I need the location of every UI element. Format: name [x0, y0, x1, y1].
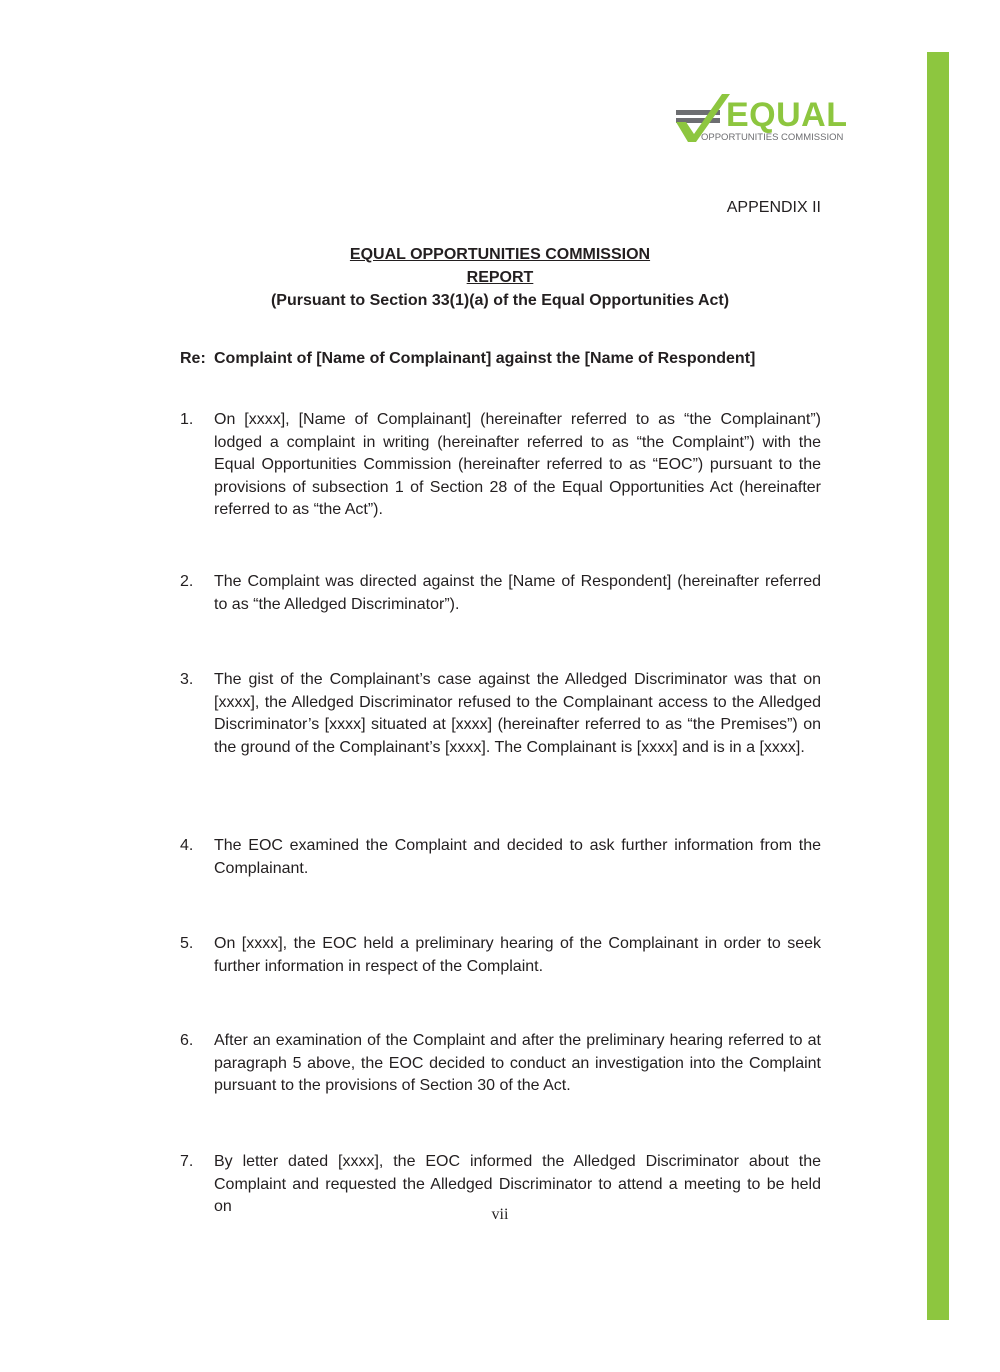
logo-wordmark: EQUAL — [726, 96, 848, 134]
appendix-label: APPENDIX II — [726, 199, 821, 216]
paragraph-number: 3. — [180, 671, 194, 688]
page-number: vii — [491, 1206, 509, 1223]
paragraph-number: 6. — [180, 1032, 194, 1049]
side-accent-bar — [927, 52, 949, 1320]
title-commission: EQUAL OPPORTUNITIES COMMISSION — [349, 246, 651, 263]
paragraph-text: The gist of the Complainant’s case against the Alledged Discriminator was that on [xxxx], the Alledged Discriminator refused to the Complainant access to the Alledged Discriminator’s [xxxx] situated at [xxxx] (hereinafter referred to as “the Premises”) on the ground of the Complainant’s [xxxx]. The Complainant is [xxxx] and is in a [xxxx]. — [214, 671, 821, 756]
report-title — [180, 243, 820, 312]
paragraph-1 — [180, 409, 821, 522]
paragraph-text: After an examination of the Complaint and after the preliminary hearing referred to at paragraph 5 above, the EOC decided to conduct an investigation into the Complaint pursuant to the provisions of Section 30 of the Act. — [214, 1032, 821, 1095]
paragraph-2 — [180, 571, 821, 616]
subject-text: Complaint of [Name of Complainant] against the [Name of Respondent] — [214, 350, 756, 367]
paragraph-text: By letter dated [xxxx], the EOC informed the Alledged Discriminator about the Complaint and requested the Alledged Discriminator to attend a meeting to be held on — [214, 1153, 821, 1216]
eoc-logo — [674, 92, 848, 150]
paragraph-number: 2. — [180, 573, 194, 590]
paragraph-number: 5. — [180, 935, 194, 952]
paragraph-number: 4. — [180, 837, 194, 854]
title-report: REPORT — [466, 269, 534, 286]
paragraph-number: 1. — [180, 411, 194, 428]
subject-label: Re: — [180, 350, 206, 367]
paragraph-3 — [180, 669, 821, 759]
paragraph-text: On [xxxx], the EOC held a preliminary hearing of the Complainant in order to seek further information in respect of the Complaint. — [214, 935, 821, 975]
paragraph-text: The Complaint was directed against the [Name of Respondent] (hereinafter referred to as “the Alledged Discriminator”). — [214, 573, 821, 613]
subject-line — [180, 349, 820, 369]
paragraph-text: The EOC examined the Complaint and decided to ask further information from the Complainant. — [214, 837, 821, 877]
paragraph-4 — [180, 835, 821, 880]
paragraph-6 — [180, 1030, 821, 1098]
paragraph-5 — [180, 933, 821, 978]
logo-subtitle: OPPORTUNITIES COMMISSION — [701, 132, 844, 143]
paragraph-text: On [xxxx], [Name of Complainant] (hereinafter referred to as “the Complainant”) lodged a complaint in writing (hereinafter referred to as “the Complaint”) with the Equal Opportunities Commission (hereinafter referred to as “EOC”) pursuant to the provisions of subsection 1 of Section 28 of the Equal Opportunities Act (hereinafter referred to as “the Act”). — [214, 411, 821, 519]
title-pursuant: (Pursuant to Section 33(1)(a) of the Equal Opportunities Act) — [270, 292, 730, 309]
paragraph-number: 7. — [180, 1153, 194, 1170]
